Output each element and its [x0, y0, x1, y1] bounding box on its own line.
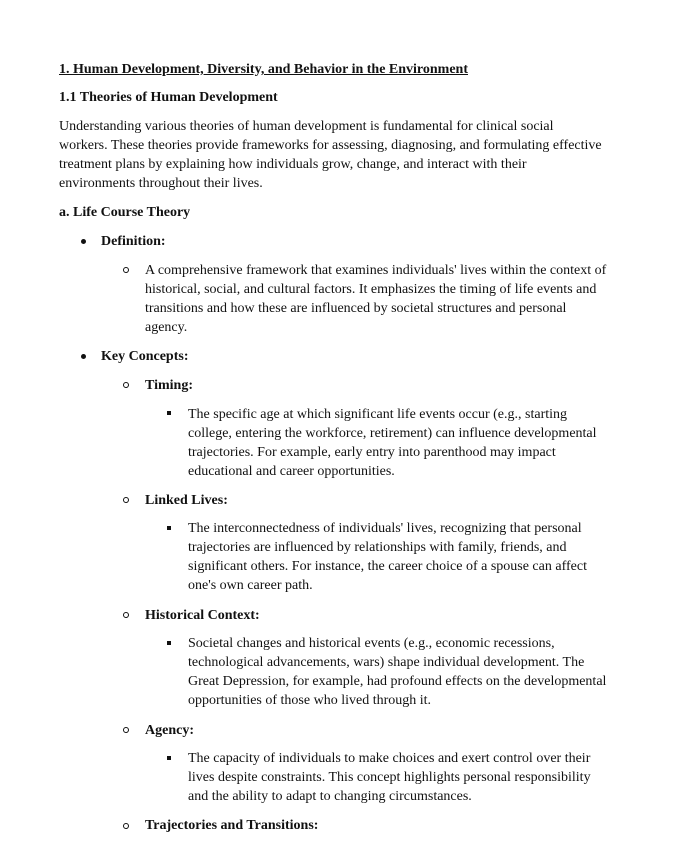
concept-text-linked-lives	[188, 519, 658, 595]
text-line: The interconnectedness of individuals' lives, recognizing that personal	[188, 521, 582, 536]
concept-label-historical-context: Historical Context:	[145, 608, 260, 623]
text-line: educational and career opportunities.	[188, 464, 395, 479]
bullet-square-icon	[167, 756, 171, 760]
concept-text-timing	[188, 405, 658, 481]
section-heading: 1. Human Development, Diversity, and Behavior in the Environment	[59, 62, 469, 77]
text-line: trajectories. For example, early entry into parenthood may impact	[188, 445, 556, 460]
text-line: A comprehensive framework that examines individuals' lives within the context of	[145, 263, 607, 278]
bullet-circle-icon	[123, 382, 129, 388]
text-line: and the ability to adapt to changing circumstances.	[188, 789, 472, 804]
text-line: Understanding various theories of human development is fundamental for clinical social	[59, 119, 554, 134]
concept-label-timing: Timing:	[145, 378, 193, 393]
text-line: Great Depression, for example, had profound effects on the developmental	[188, 674, 607, 689]
bullet-circle-icon	[123, 497, 129, 503]
concept-label-trajectories-transitions: Trajectories and Transitions:	[145, 818, 319, 833]
concept-text-historical-context	[188, 634, 658, 710]
bullet-circle-icon	[123, 267, 129, 273]
text-line: transitions and how these are influenced by societal structures and personal	[145, 301, 567, 316]
text-line: Societal changes and historical events (e.g., economic recessions,	[188, 636, 555, 651]
text-line: opportunities of those who lived through it.	[188, 693, 432, 708]
bullet-disc-icon	[81, 239, 86, 244]
text-line: The specific age at which significant life events occur (e.g., starting	[188, 407, 568, 422]
text-line: technological advancements, wars) shape individual development. The	[188, 655, 585, 670]
intro-paragraph	[59, 117, 659, 193]
bullet-disc-icon	[81, 354, 86, 359]
bullet-square-icon	[167, 641, 171, 645]
bullet-circle-icon	[123, 612, 129, 618]
bullet-square-icon	[167, 411, 171, 415]
concept-label-agency: Agency:	[145, 723, 194, 738]
bullet-circle-icon	[123, 727, 129, 733]
theory-title: a. Life Course Theory	[59, 205, 191, 220]
text-line: environments throughout their lives.	[59, 176, 263, 191]
text-line: one's own career path.	[188, 578, 313, 593]
bullet-square-icon	[167, 526, 171, 530]
bullet-circle-icon	[123, 823, 129, 829]
text-line: The capacity of individuals to make choices and exert control over their	[188, 751, 591, 766]
text-line: workers. These theories provide frameworks for assessing, diagnosing, and formulating effective	[59, 138, 602, 153]
subsection-heading: 1.1 Theories of Human Development	[59, 90, 278, 105]
text-line: treatment plans by explaining how individuals grow, change, and interact with their	[59, 157, 527, 172]
definition-label: Definition:	[101, 234, 166, 249]
text-line: lives despite constraints. This concept highlights personal responsibility	[188, 770, 591, 785]
concept-label-linked-lives: Linked Lives:	[145, 493, 228, 508]
text-line: trajectories are influenced by relationships with family, friends, and	[188, 540, 567, 555]
text-line: historical, social, and cultural factors. It emphasizes the timing of life events and	[145, 282, 597, 297]
text-line: significant others. For instance, the career choice of a spouse can affect	[188, 559, 587, 574]
text-line: college, entering the workforce, retirement) can influence developmental	[188, 426, 597, 441]
key-concepts-label: Key Concepts:	[101, 349, 189, 364]
concept-text-agency	[188, 749, 658, 806]
text-line: agency.	[145, 320, 188, 335]
definition-text	[145, 261, 645, 337]
